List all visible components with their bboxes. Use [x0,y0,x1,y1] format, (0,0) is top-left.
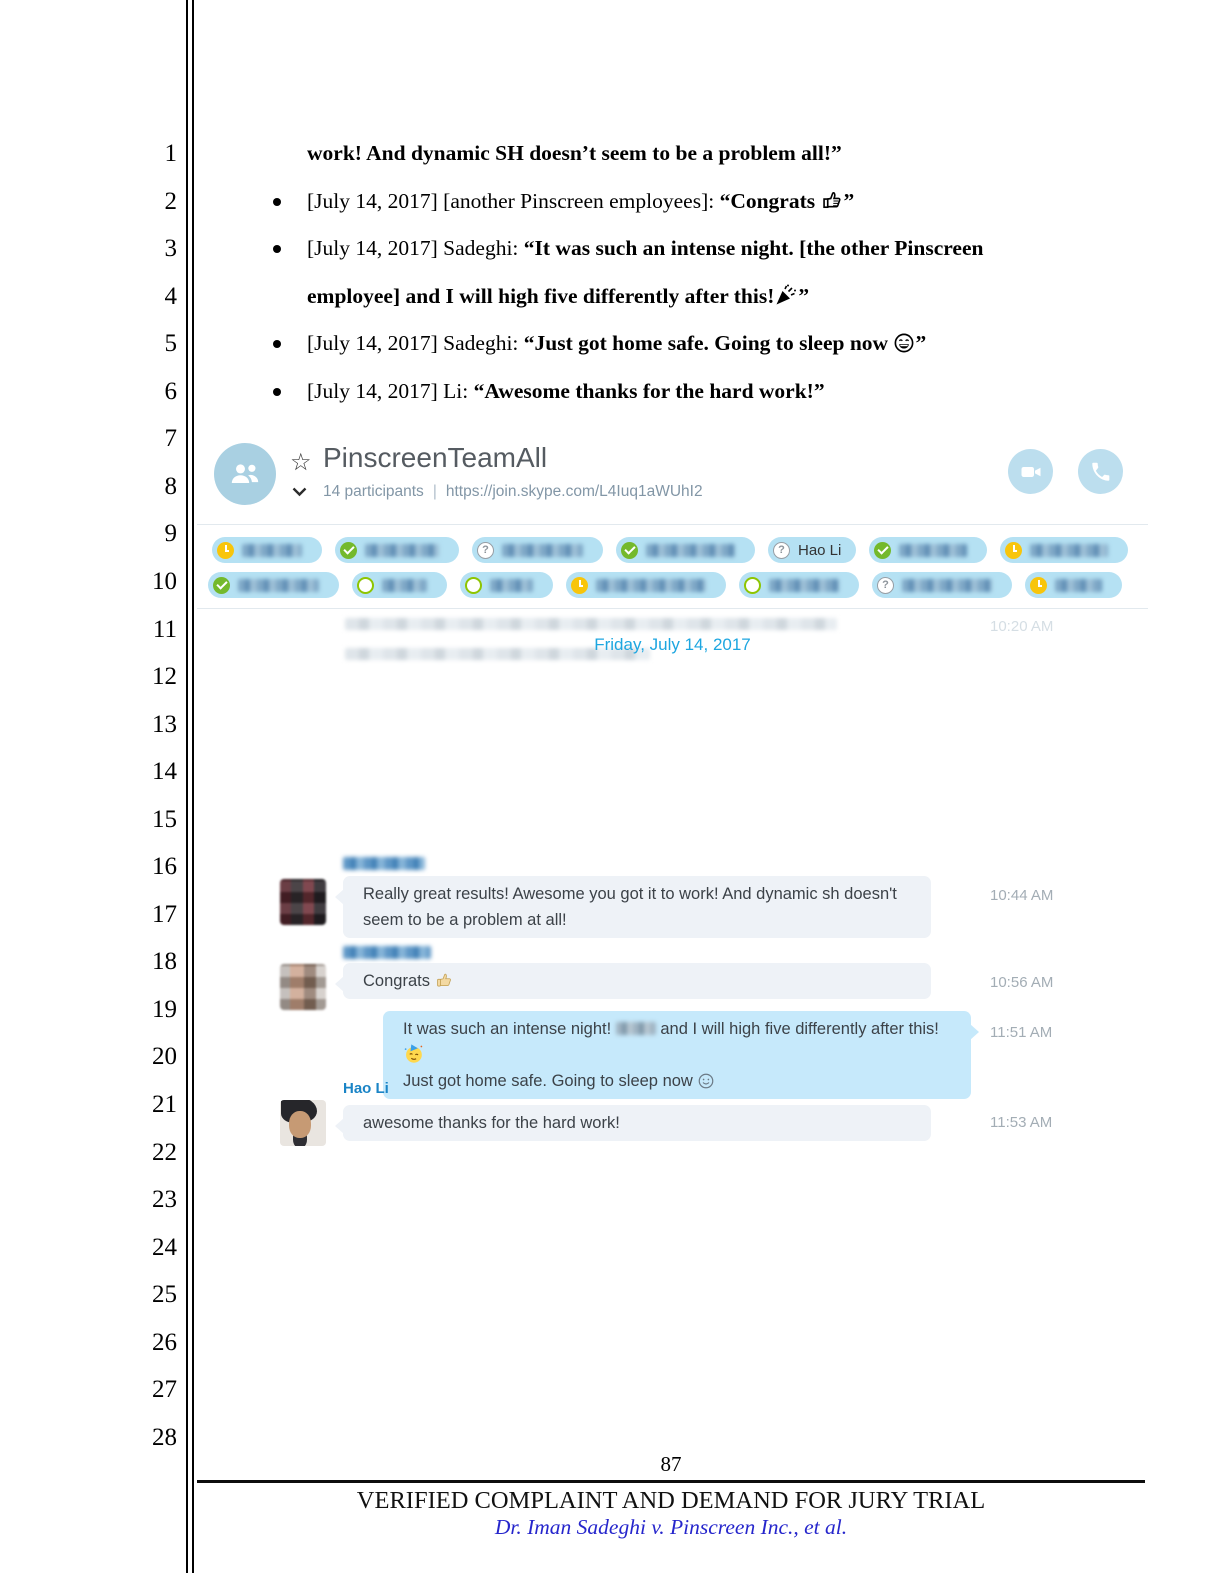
line-number: 4 [164,282,177,310]
participant-name-blurred [899,544,967,557]
line-number: 9 [164,520,177,548]
line-number: 15 [152,805,177,833]
participant-name-blurred [769,579,839,592]
bullet-list [197,178,997,416]
group-avatar[interactable] [214,443,276,505]
presence-offline-icon [357,577,374,594]
text-segment: Just got home safe. Going to sleep now [403,1072,698,1090]
sender-avatar[interactable] [280,964,326,1010]
phone-icon [1090,461,1112,483]
line-number: 20 [152,1043,177,1071]
video-camera-icon [1019,460,1043,484]
line-number: 1 [164,140,177,167]
line-number: 26 [152,1328,177,1356]
bullet-item [197,368,997,416]
message-line [403,1068,951,1094]
group-people-icon [227,456,263,492]
presence-away-icon [1030,577,1047,594]
bullet-item [197,178,997,226]
text-segment: “Just got home safe. Going to sleep now [523,331,894,356]
sender-avatar[interactable] [280,879,326,925]
line-number: 14 [152,758,177,786]
date-divider: Friday, July 14, 2017 [594,635,751,654]
sender-name[interactable]: Hao Li [343,1080,389,1097]
presence-offline-icon [465,577,482,594]
page-number: 87 [660,1452,682,1476]
line-number: 25 [152,1281,177,1309]
presence-check-icon [874,542,891,559]
header-separator [197,524,1148,525]
message-line [363,968,911,994]
chevron-down-icon[interactable] [292,484,307,502]
presence-unknown-icon: ? [477,542,494,559]
participant-pill[interactable] [212,537,322,563]
conversation-title: PinscreenTeamAll [323,442,548,473]
text-segment: It was such an intense night! [403,1020,616,1038]
line-number: 21 [152,1091,177,1118]
line-number: 24 [152,1233,177,1261]
message-timestamp: 11:53 AM [990,1114,1053,1131]
text-segment: seem to be a problem at all! [363,911,567,929]
message-bubble[interactable] [383,1011,971,1099]
participant-name-blurred [365,544,439,557]
footer-title: VERIFIED COMPLAINT AND DEMAND FOR JURY TRIAL [356,1487,986,1514]
participant-name-blurred [646,544,735,557]
text-segment: and I will high five differently after this! [655,1020,939,1038]
participant-pill[interactable] [208,572,339,598]
text-segment: [July 14, 2017] Sadeghi: [307,236,524,261]
presence-away-icon [571,577,588,594]
footer-case-caption: Dr. Iman Sadeghi v. Pinscreen Inc., et al. [494,1515,848,1539]
message-bubble[interactable] [343,876,931,938]
body-text [197,130,997,415]
line-number: 5 [164,330,177,358]
text-segment: awesome thanks for the hard work! [363,1114,620,1132]
chat-history[interactable] [197,608,1148,1132]
faded-timestamp: 10:20 AM [990,618,1054,635]
text-segment: work! And dynamic SH doesn’t seem to be a problem all!” [307,141,842,165]
text-segment: [July 14, 2017] Sadeghi: [307,331,524,356]
subtitle-divider: | [432,483,437,500]
participant-pill[interactable] [872,572,1012,598]
sender-avatar[interactable] [280,1100,326,1146]
participant-name-blurred [382,579,427,592]
line-number: 2 [164,187,177,215]
text-segment: [July 14, 2017] Li: [307,378,474,403]
line-number: 23 [152,1186,177,1214]
text-segment: [July 14, 2017] [another Pinscreen employees]: [307,188,720,213]
participant-pill[interactable] [869,537,987,563]
message-line [403,1016,951,1068]
left-double-rule [192,0,194,1573]
line-number: 7 [164,425,177,453]
message-bubble[interactable] [343,963,931,999]
participant-name: Hao Li [798,541,842,559]
participant-name-blurred [1030,544,1108,557]
line-number: 28 [152,1423,177,1451]
participants-row-2 [208,572,1122,598]
conversation-subtitle [323,483,703,501]
text-segment: “Congrats [719,188,821,213]
line-number: 11 [152,615,177,643]
sender-name-blurred [343,857,425,870]
bullet-item [197,320,997,368]
line-number: 16 [152,853,177,881]
presence-away-icon [1005,542,1022,559]
participant-name-blurred [242,544,302,557]
text-segment: Congrats [363,972,435,990]
message-timestamp: 11:51 AM [990,1024,1053,1041]
message-line [363,881,911,907]
line-number: 3 [164,235,177,263]
bullet-item [197,225,997,320]
line-number: 12 [152,663,177,691]
paragraph-continuation [197,130,997,178]
participant-pill[interactable] [335,537,459,563]
party-bw-emoji-icon [774,283,798,307]
participant-pill[interactable] [472,537,603,563]
left-double-rule [186,0,188,1573]
join-link[interactable]: https://join.skype.com/L4Iuq1aWUhI2 [445,483,703,500]
smile-emoji-icon [697,1072,715,1090]
participant-pill[interactable] [739,572,859,598]
message-timestamp: 10:44 AM [990,887,1054,904]
message-timestamp: 10:56 AM [990,974,1054,991]
participant-pill[interactable] [566,572,726,598]
participant-name-blurred [902,579,992,592]
voice-call-button[interactable] [1078,449,1123,494]
grin-bw-emoji-icon [893,332,915,354]
redacted-name [616,1022,656,1035]
favorite-star-icon[interactable]: ☆ [290,448,312,476]
text-segment: ” [798,283,810,308]
line-number: 22 [152,1138,177,1166]
participant-pill[interactable] [768,537,856,563]
presence-check-icon [621,542,638,559]
skype-screenshot [197,432,1148,1132]
presence-check-icon [213,577,230,594]
line-number: 18 [152,948,177,976]
footer-rule [197,1480,1145,1483]
line-number: 6 [164,377,177,405]
line-number: 19 [152,995,177,1023]
sender-name-blurred [343,946,431,959]
presence-unknown-icon: ? [773,542,790,559]
participant-name-blurred [502,544,583,557]
participant-name-blurred [1055,579,1102,592]
party-emoji-icon [403,1043,424,1064]
presence-away-icon [217,542,234,559]
thumb-emoji-icon [435,971,454,990]
participant-name-blurred [238,579,319,592]
presence-check-icon [340,542,357,559]
text-segment: ” [843,188,855,213]
line-number: 10 [152,567,177,595]
thumb-bw-emoji-icon [821,189,844,212]
participants-row-1 [212,537,1128,563]
message-line [363,1110,911,1136]
participant-pill[interactable] [1025,572,1122,598]
message-line [363,907,911,933]
presence-unknown-icon: ? [877,577,894,594]
line-number: 27 [152,1376,177,1404]
video-call-button[interactable] [1008,449,1053,494]
presence-offline-icon [744,577,761,594]
participant-count: 14 participants [323,483,424,500]
text-segment: “It was such an intense night. [the other Pinscreen employee] and I will high five differently after this! [307,236,984,308]
message-bubble[interactable] [343,1105,931,1141]
text-segment: Really great results! Awesome you got it to work! And dynamic sh doesn't [363,885,897,903]
participant-name-blurred [596,579,706,592]
text-segment: “Awesome thanks for the hard work!” [473,378,825,403]
faded-message-line [345,618,837,630]
line-number: 17 [152,900,177,928]
text-segment: ” [915,331,927,356]
participant-name-blurred [490,579,533,592]
participant-pill[interactable] [616,537,755,563]
participant-pill[interactable] [1000,537,1128,563]
participant-pill[interactable] [460,572,553,598]
line-number: 13 [152,710,177,738]
participant-pill[interactable] [352,572,447,598]
line-number: 8 [164,472,177,500]
